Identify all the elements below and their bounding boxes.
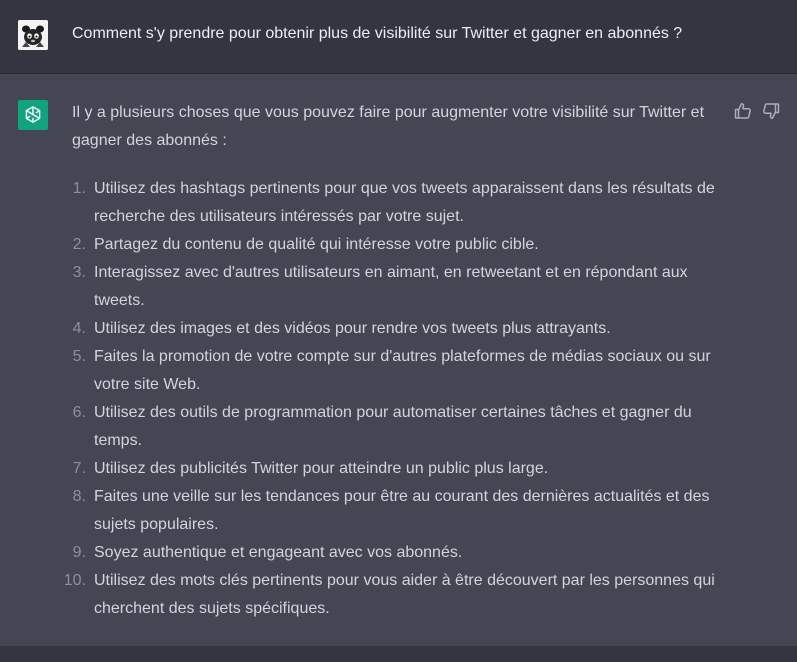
list-item [72, 259, 722, 315]
list-number: 6. [72, 404, 86, 421]
list-item [72, 343, 722, 399]
list-item-text: Interagissez avec d'autres utilisateurs en aimant, en retweetant et en répondant aux tweets. [94, 264, 688, 309]
list-item-text: Utilisez des images et des vidéos pour rendre vos tweets plus attrayants. [94, 320, 611, 337]
list-number: 9. [72, 544, 86, 561]
tips-list [63, 175, 722, 623]
panda-avatar-icon [18, 20, 48, 50]
list-number: 2. [72, 236, 86, 253]
list-number: 1. [72, 180, 86, 197]
list-item [63, 567, 722, 623]
assistant-answer [63, 99, 722, 623]
thumbs-up-icon[interactable] [734, 102, 752, 120]
user-message-row [0, 0, 797, 74]
bottom-divider [0, 646, 797, 662]
list-item-text: Utilisez des hashtags pertinents pour que vos tweets apparaissent dans les résultats de recherche des utilisateurs intéressés par votre sujet. [94, 180, 715, 225]
list-item [72, 483, 722, 539]
list-number: 7. [72, 460, 86, 477]
list-item-text: Utilisez des outils de programmation pour automatiser certaines tâches et gagner du temps. [94, 404, 692, 449]
list-item [72, 231, 722, 259]
list-item-text: Partagez du contenu de qualité qui intéresse votre public cible. [94, 236, 539, 253]
list-item-text: Utilisez des mots clés pertinents pour vous aider à être découvert par les personnes qui cherchent des sujets spécifiques. [94, 572, 715, 617]
list-item-text: Soyez authentique et engageant avec vos abonnés. [94, 544, 463, 561]
answer-intro: Il y a plusieurs choses que vous pouvez faire pour augmenter votre visibilité sur Twitter et gagner des abonnés : [72, 104, 705, 149]
list-item-text: Faites la promotion de votre compte sur d'autres plateformes de médias sociaux ou sur votre site Web. [94, 348, 711, 393]
thumbs-down-icon[interactable] [762, 102, 780, 120]
list-number: 4. [72, 320, 86, 337]
list-item-text: Utilisez des publicités Twitter pour atteindre un public plus large. [94, 460, 549, 477]
list-item [72, 175, 722, 231]
list-number: 3. [72, 264, 86, 281]
assistant-message-row [0, 74, 797, 646]
list-item [72, 455, 722, 483]
list-number: 8. [72, 488, 86, 505]
list-item-text: Faites une veille sur les tendances pour être au courant des dernières actualités et des sujets populaires. [94, 488, 710, 533]
user-message-text: Comment s'y prendre pour obtenir plus de visibilité sur Twitter et gagner en abonnés ? [72, 25, 683, 42]
list-number: 10. [63, 572, 86, 589]
list-item [72, 539, 722, 567]
list-number: 5. [72, 348, 86, 365]
openai-logo-icon [18, 100, 48, 130]
list-item [72, 399, 722, 455]
list-item [72, 315, 722, 343]
